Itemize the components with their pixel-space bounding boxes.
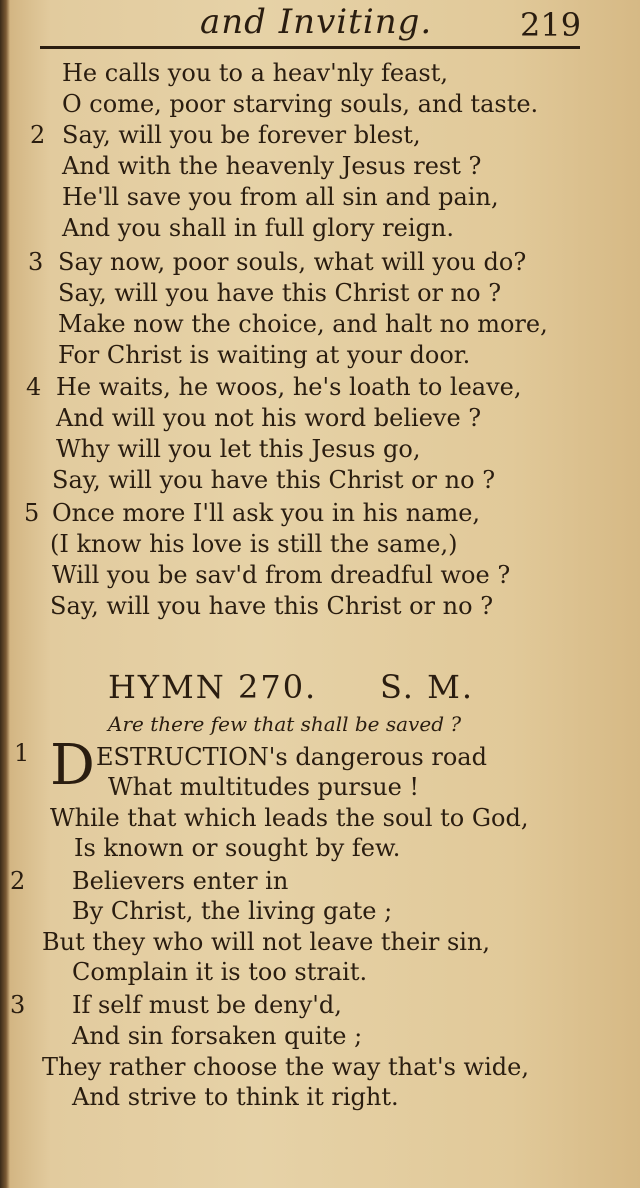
- verse-line: Complain it is too strait.: [72, 958, 368, 986]
- header-rule: [40, 46, 580, 49]
- verse-line: He'll save you from all sin and pain,: [62, 183, 499, 211]
- first-line-rest: 's dangerous road: [268, 743, 487, 771]
- verse-line: He calls you to a heav'nly feast,: [62, 59, 448, 87]
- stanza-number: 4: [26, 373, 42, 401]
- stanza-number: 3: [10, 991, 26, 1019]
- hymn-title: HYMN 270.: [108, 668, 318, 706]
- verse-line: They rather choose the way that's wide,: [42, 1053, 529, 1081]
- verse-line: If self must be deny'd,: [72, 991, 342, 1019]
- stanza-number: 2: [10, 867, 26, 895]
- stanza-number: 3: [28, 248, 44, 276]
- hymn-subtitle: Are there few that shall be saved ?: [108, 712, 462, 736]
- stanza-number: 5: [24, 499, 40, 527]
- verse-line: He waits, he woos, he's loath to leave,: [56, 373, 522, 401]
- verse-line: But they who will not leave their sin,: [42, 928, 491, 956]
- stanza-number: 2: [30, 121, 46, 149]
- verse-line: While that which leads the soul to God,: [50, 804, 529, 832]
- verse-line: And you shall in full glory reign.: [62, 214, 454, 242]
- verse-line: Once more I'll ask you in his name,: [52, 499, 481, 527]
- book-spine-shadow: [0, 0, 10, 1188]
- verse-line: Say, will you have this Christ or no ?: [50, 592, 494, 620]
- first-word: ESTRUCTION: [96, 743, 269, 771]
- verse-line: Is known or sought by few.: [74, 834, 401, 862]
- verse-line: O come, poor starving souls, and taste.: [62, 90, 539, 118]
- verse-line: By Christ, the living gate ;: [72, 897, 393, 925]
- verse-line: And sin forsaken quite ;: [72, 1022, 363, 1050]
- verse-line-first: [96, 742, 487, 772]
- verse-line: And will you not his word believe ?: [56, 404, 482, 432]
- verse-line: Make now the choice, and halt no more,: [58, 310, 548, 338]
- verse-line: Say, will you have this Christ or no ?: [58, 279, 502, 307]
- hymn-meter: S. M.: [380, 668, 475, 706]
- verse-line: (I know his love is still the same,): [50, 530, 458, 558]
- verse-line: Say, will you be forever blest,: [62, 121, 421, 149]
- verse-line: What multitudes pursue !: [108, 773, 420, 801]
- verse-line: Say now, poor souls, what will you do?: [58, 248, 527, 276]
- running-head: and Inviting.: [200, 2, 433, 42]
- drop-cap: D: [50, 733, 95, 798]
- page-number: 219: [520, 6, 582, 44]
- verse-line: Why will you let this Jesus go,: [56, 435, 421, 463]
- verse-line: Say, will you have this Christ or no ?: [52, 466, 496, 494]
- verse-line: And strive to think it right.: [72, 1083, 399, 1111]
- verse-line: Will you be sav'd from dreadful woe ?: [52, 561, 511, 589]
- verse-line: And with the heavenly Jesus rest ?: [62, 152, 482, 180]
- stanza-number: 1: [14, 739, 30, 767]
- verse-line: For Christ is waiting at your door.: [58, 341, 471, 369]
- verse-line: Believers enter in: [72, 867, 289, 895]
